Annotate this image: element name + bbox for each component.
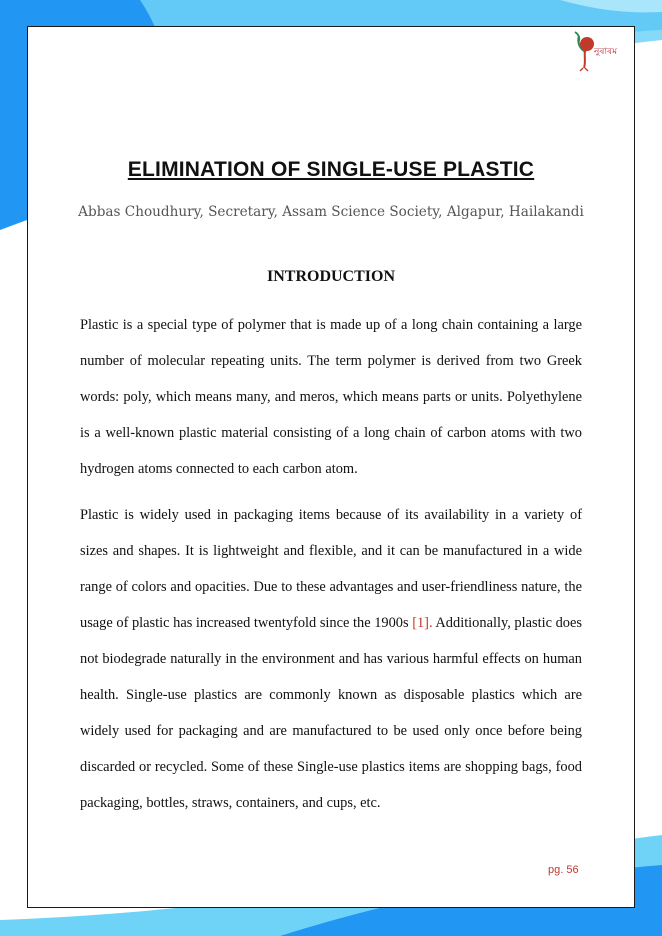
page-number: pg. 56 [548, 864, 579, 876]
paragraph-2-text-part-2: Additionally, plastic does not biodegrade naturally in the environment and has various harmful effects on human health. Single-use plastics are commonly known as disposable plastics which are widely used for packaging and are manufactured to be used only once before being discarded or recycled. Some of these Single-use plastics items are shopping bags, food packaging, bottles, straws, containers, and cups, etc. [80, 615, 582, 811]
paragraph-1: Plastic is a special type of polymer that is made up of a long chain containing a large number of molecular repeating units. The term polymer is derived from two Greek words: poly, which means many, and meros, which means parts or units. Polyethylene is a well-known plastic material consisting of a long chain of carbon atoms with two hydrogen atoms connected to each carbon atom. [80, 317, 582, 477]
paragraph-2-text-part-1: Plastic is widely used in packaging items because of its availability in a variety of sizes and shapes. It is lightweight and flexible, and it can be manufactured in a wide range of colors and opacities. Due to these advantages and user-friendliness nature, the usage of plastic has increased twentyfold since the 1900s [80, 507, 582, 631]
paragraph-2 [80, 497, 582, 821]
citation-link[interactable]: [1]. [412, 615, 433, 631]
section-heading: INTRODUCTION [266, 268, 395, 285]
document-title: ELIMINATION OF SINGLE-USE PLASTIC [127, 158, 535, 181]
logo-text: নুৰাৰম [594, 47, 618, 57]
author-line: Abbas Choudhury, Secretary, Assam Science Society, Algapur, Hailakandi [78, 204, 584, 220]
